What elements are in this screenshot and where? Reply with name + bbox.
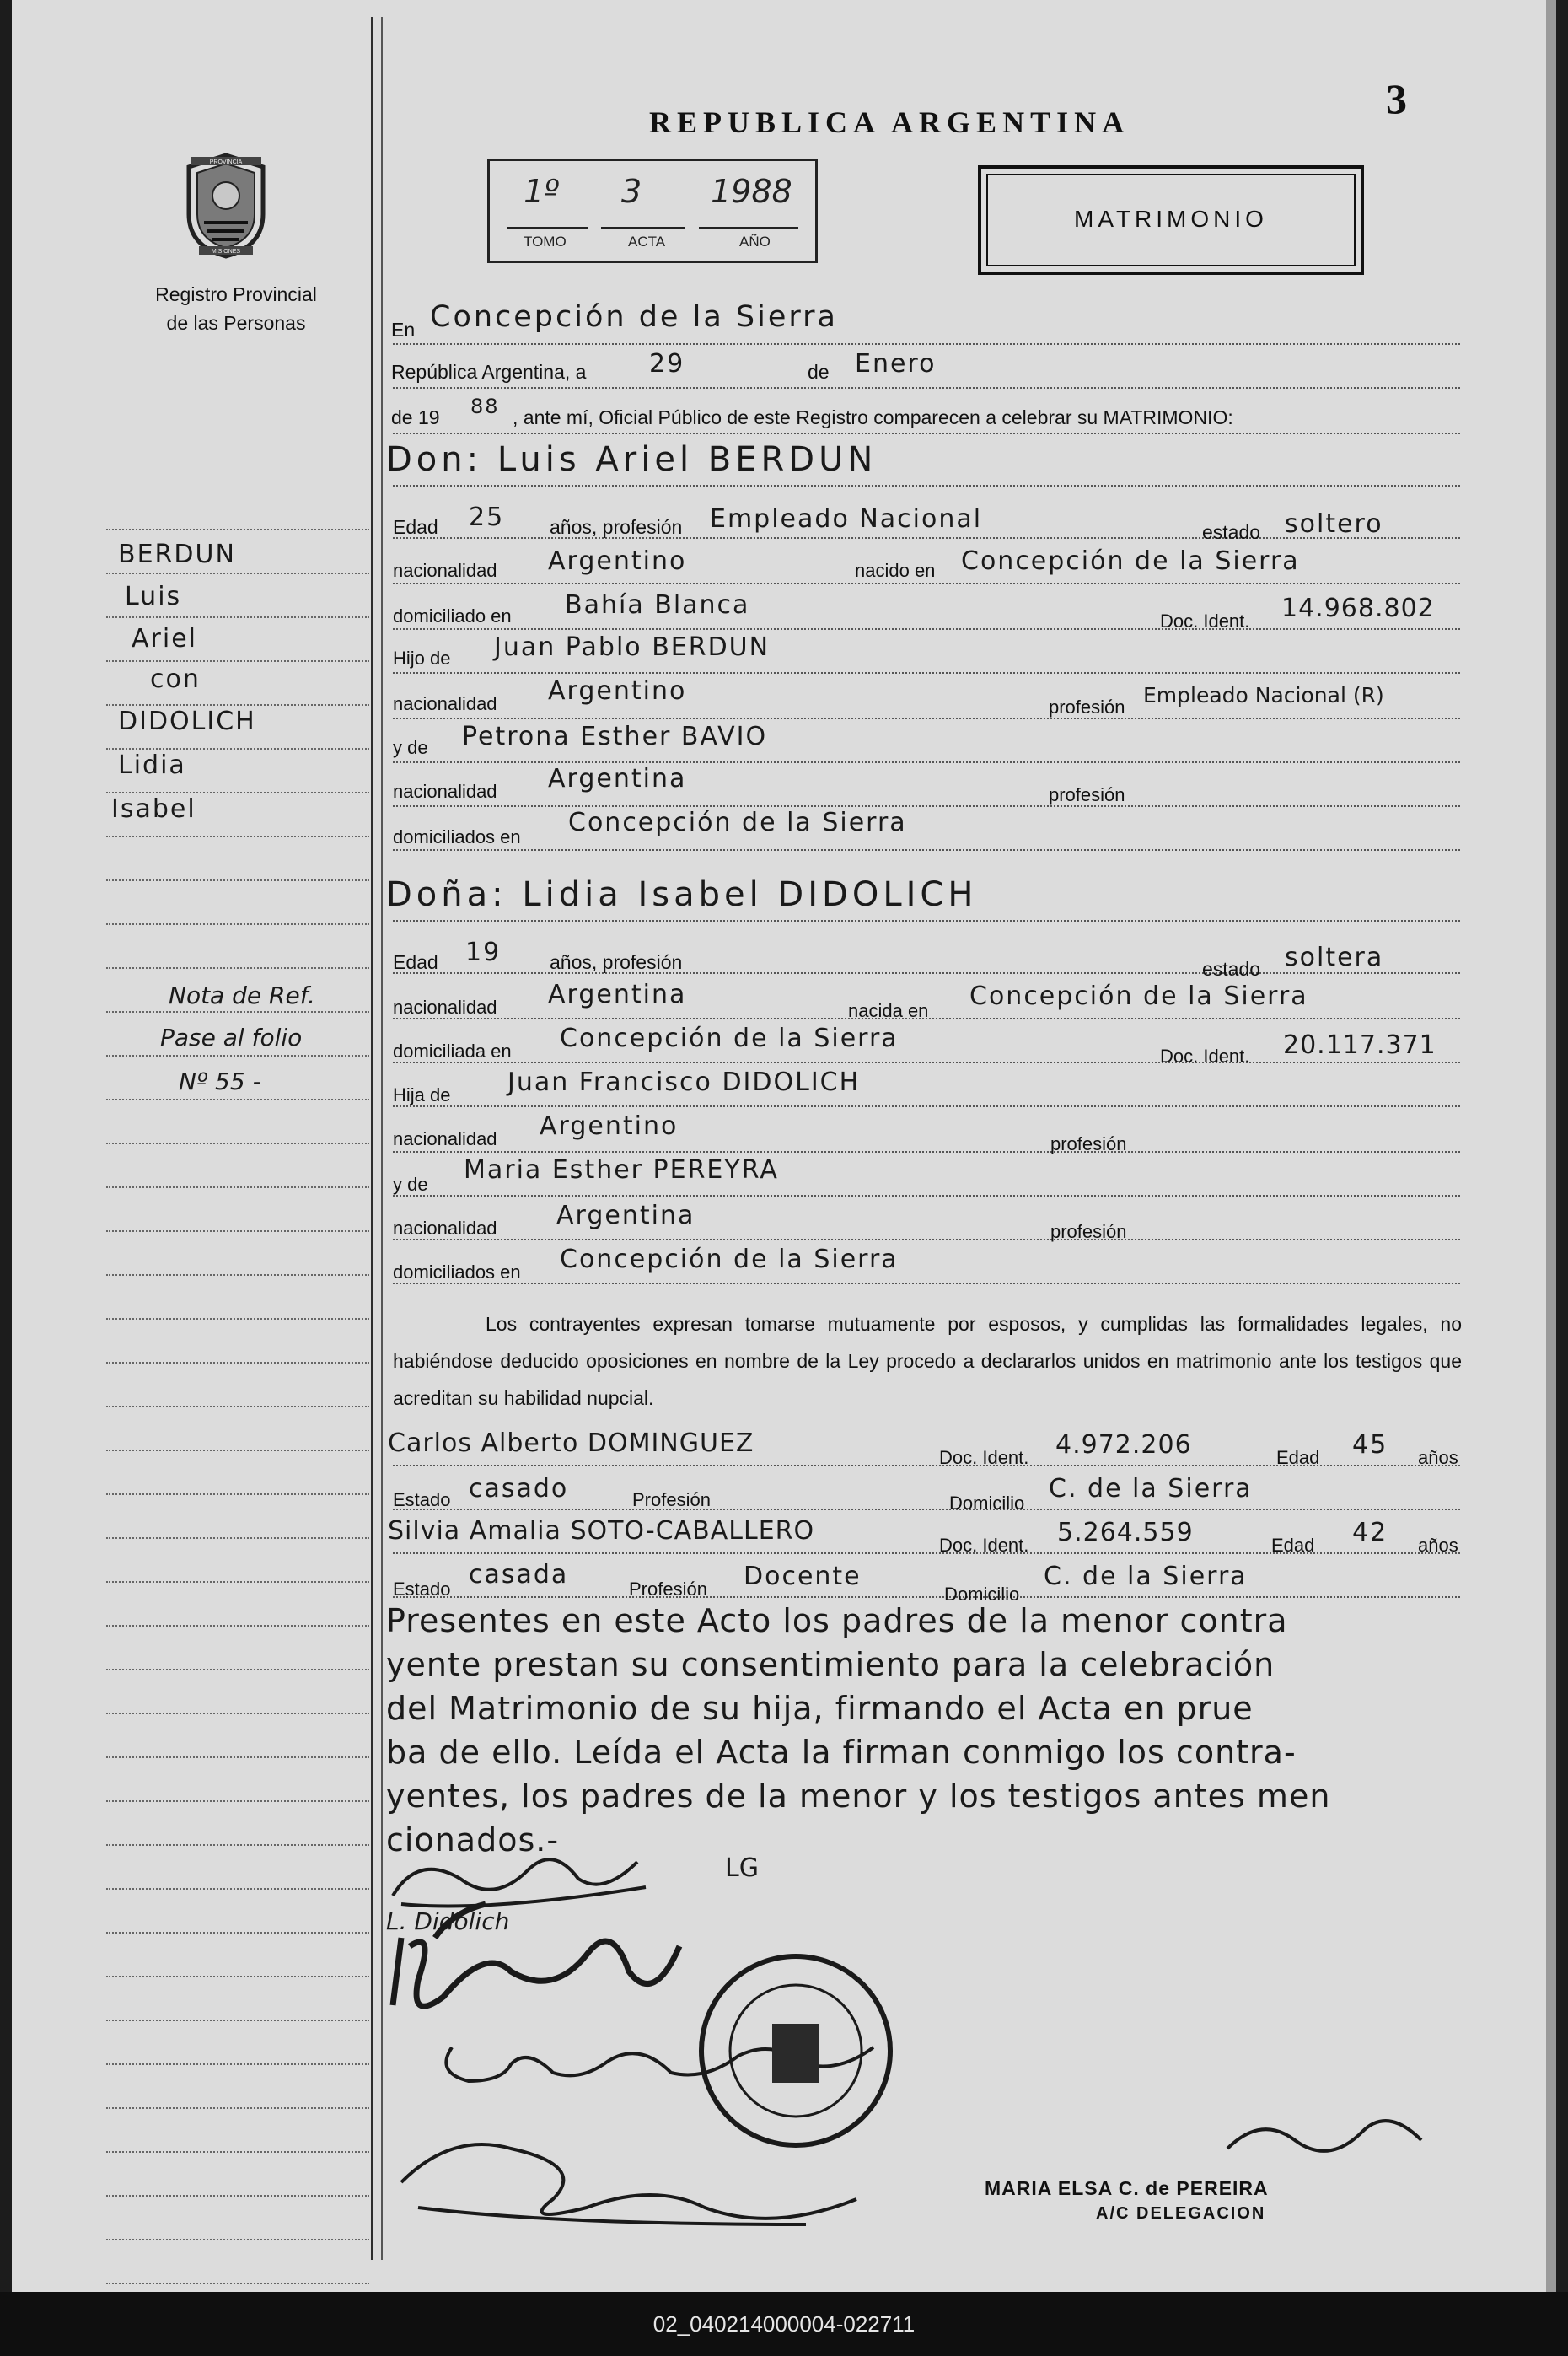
anio-line xyxy=(699,227,798,229)
image-id-footer: 02_040214000004-022711 xyxy=(0,2292,1568,2356)
registry-label: Registro Provincial de las Personas xyxy=(155,283,317,334)
groom-parents-dom: Concepción de la Sierra xyxy=(568,808,907,837)
margin-dotted-line xyxy=(106,1186,369,1188)
provincial-seal-icon xyxy=(179,152,273,260)
field-dotted-line xyxy=(393,1238,1460,1240)
witness-2-estado-label: Estado xyxy=(393,1579,451,1600)
groom-mother-nat-label: nacionalidad xyxy=(393,781,497,802)
field-dotted-line xyxy=(393,432,1460,434)
margin-rule xyxy=(371,17,373,2260)
groom-mother: Petrona Esther BAVIO xyxy=(462,722,768,751)
margin-dotted-line xyxy=(106,1317,369,1320)
bride-title: Doña: Lidia Isabel DIDOLICH xyxy=(386,875,978,914)
field-dotted-line xyxy=(393,386,1460,389)
field-dotted-line xyxy=(393,1061,1460,1063)
margin-dotted-line xyxy=(106,1668,369,1670)
witness-2-status: casada xyxy=(469,1560,569,1589)
margin-note: DIDOLICH xyxy=(118,707,256,736)
field-dotted-line xyxy=(393,582,1460,584)
de-label: de xyxy=(808,361,830,383)
bride-mother-nat: Argentina xyxy=(556,1201,695,1230)
bride-father-nat-label: nacionalidad xyxy=(393,1128,497,1149)
margin-dotted-line xyxy=(106,966,369,969)
margin-dotted-line xyxy=(106,1010,369,1013)
bride-nationality: Argentina xyxy=(548,980,687,1009)
margin-dotted-line xyxy=(106,1975,369,1977)
witness-2-doc: 5.264.559 xyxy=(1057,1518,1194,1547)
groom-prof-label: años, profesión xyxy=(550,516,683,538)
groom-yde-label: y de xyxy=(393,737,428,758)
reference-note-line: Nº 55 - xyxy=(179,1068,261,1095)
margin-dotted-line xyxy=(106,1887,369,1890)
groom-status: soltero xyxy=(1285,509,1383,539)
bride-yde-label: y de xyxy=(393,1174,428,1195)
narrative-line: cionados.- xyxy=(386,1821,560,1858)
groom-father-prof: Empleado Nacional (R) xyxy=(1143,683,1384,707)
margin-dotted-line xyxy=(106,1405,369,1407)
seal-caption-top: PROVINCIA xyxy=(209,159,243,165)
margin-note: Isabel xyxy=(111,794,196,824)
margin-rule-inner xyxy=(381,17,383,2260)
field-dotted-line xyxy=(393,1150,1460,1153)
groom-nationality: Argentino xyxy=(548,546,687,576)
groom-age: 25 xyxy=(469,503,505,532)
en-label: En xyxy=(391,319,416,341)
bride-mother-nat-label: nacionalidad xyxy=(393,1218,497,1239)
witness-2-name: Silvia Amalia SOTO-CABALLERO xyxy=(388,1516,815,1546)
margin-dotted-line xyxy=(106,879,369,881)
field-dotted-line xyxy=(393,1282,1460,1284)
field-dotted-line xyxy=(393,342,1460,345)
margin-dotted-line xyxy=(106,747,369,750)
bride-parents-dom-label: domiciliados en xyxy=(393,1261,521,1283)
record-type: MATRIMONIO xyxy=(1074,206,1268,232)
bride-mother: Maria Esther PEREYRA xyxy=(464,1155,779,1185)
field-dotted-line xyxy=(393,717,1460,719)
field-dotted-line xyxy=(393,484,1460,487)
witness-1-estado-label: Estado xyxy=(393,1489,451,1510)
witness-2-doc-label: Doc. Ident. xyxy=(939,1535,1029,1556)
margin-dotted-line xyxy=(106,1799,369,1802)
page-edge xyxy=(1546,0,1556,2292)
margin-dotted-line xyxy=(106,1756,369,1758)
groom-parents-dom-label: domiciliados en xyxy=(393,826,521,847)
field-dotted-line xyxy=(393,1595,1460,1598)
groom-profession: Empleado Nacional xyxy=(710,504,983,534)
margin-dotted-line xyxy=(106,2194,369,2197)
margin-dotted-line xyxy=(106,2238,369,2240)
anio-value: 1988 xyxy=(711,173,792,210)
officer-role: A/C DELEGACION xyxy=(1096,2204,1266,2223)
margin-dotted-line xyxy=(106,1712,369,1714)
margin-dotted-line xyxy=(106,791,369,793)
bride-age: 19 xyxy=(465,938,502,967)
bride-dom-label: domiciliada en xyxy=(393,1041,512,1062)
field-dotted-line xyxy=(393,761,1460,763)
groom-mother-prof-label: profesión xyxy=(1049,784,1125,805)
witness-2-domicile: C. de la Sierra xyxy=(1044,1562,1248,1591)
tomo-line xyxy=(507,227,588,229)
margin-dotted-line xyxy=(106,1536,369,1539)
bride-mother-prof-label: profesión xyxy=(1050,1221,1127,1242)
reference-note-line: Nota de Ref. xyxy=(169,982,315,1009)
margin-dotted-line xyxy=(106,703,369,706)
witness-2-anos-label: años xyxy=(1418,1535,1458,1556)
witness-2-age: 42 xyxy=(1352,1518,1388,1547)
groom-hijo-label: Hijo de xyxy=(393,648,451,669)
margin-dotted-line xyxy=(106,1843,369,1846)
acta-label: ACTA xyxy=(628,234,666,250)
margin-dotted-line xyxy=(106,1054,369,1057)
groom-dom-label: domiciliado en xyxy=(393,605,512,627)
margin-dotted-line xyxy=(106,922,369,925)
bride-father: Juan Francisco DIDOLICH xyxy=(507,1068,861,1097)
bride-nacido-label: nacida en xyxy=(848,1000,929,1021)
groom-domicile: Bahía Blanca xyxy=(565,590,750,620)
witness-2-dom-label: Domicilio xyxy=(944,1584,1020,1605)
margin-note: Lidia xyxy=(118,750,186,780)
witness-1-name: Carlos Alberto DOMINGUEZ xyxy=(388,1428,754,1458)
witness-2-edad-label: Edad xyxy=(1271,1535,1315,1556)
margin-dotted-line xyxy=(106,1273,369,1276)
margin-note: BERDUN xyxy=(118,540,236,569)
narrative-line: ba de ello. Leída el Acta la firman conmigo los contra- xyxy=(386,1734,1297,1771)
place-of-celebration: Concepción de la Sierra xyxy=(430,300,838,334)
margin-dotted-line xyxy=(106,1931,369,1934)
margin-note: Luis xyxy=(125,582,182,611)
witness-1-anos-label: años xyxy=(1418,1447,1458,1468)
margin-dotted-line xyxy=(106,2019,369,2021)
republica-label: República Argentina, a xyxy=(391,361,587,383)
narrative-line: Presentes en este Acto los padres de la menor contra xyxy=(386,1602,1288,1639)
bride-nat-label: nacionalidad xyxy=(393,997,497,1018)
month-value: Enero xyxy=(855,349,937,379)
margin-dotted-line xyxy=(106,1624,369,1627)
groom-mother-nat: Argentina xyxy=(548,764,687,793)
acta-line xyxy=(601,227,685,229)
margin-dotted-line xyxy=(106,2150,369,2153)
margin-dotted-line xyxy=(106,2282,369,2284)
margin-dotted-line xyxy=(106,572,369,574)
witness-2-prof-label: Profesión xyxy=(629,1579,707,1600)
groom-doc-label: Doc. Ident. xyxy=(1160,611,1250,632)
intro-statement: , ante mí, Oficial Público de este Registro comparecen a celebrar su MATRIMONIO: xyxy=(513,406,1233,428)
groom-doc: 14.968.802 xyxy=(1281,594,1435,623)
witness-1-doc-label: Doc. Ident. xyxy=(939,1447,1029,1468)
witness-1-doc: 4.972.206 xyxy=(1055,1430,1192,1460)
year-suffix: 88 xyxy=(470,395,500,418)
margin-note: con xyxy=(150,664,201,694)
narrative-line: del Matrimonio de su hija, firmando el Acta en prue xyxy=(386,1690,1254,1727)
field-dotted-line xyxy=(393,1508,1460,1510)
groom-estado-label: estado xyxy=(1202,521,1261,543)
signature-didolich: L. Didolich xyxy=(386,1907,510,1935)
groom-father-nat: Argentino xyxy=(548,676,687,706)
field-dotted-line xyxy=(393,848,1460,851)
witness-1-age: 45 xyxy=(1352,1430,1388,1460)
signatures-area xyxy=(384,1828,1480,2250)
margin-dotted-line xyxy=(106,1493,369,1495)
narrative-line: yentes, los padres de la menor y los testigos antes men xyxy=(386,1778,1331,1815)
margin-dotted-line xyxy=(106,528,369,530)
groom-edad-label: Edad xyxy=(393,516,438,538)
tomo-value: 1º xyxy=(524,173,560,210)
margin-dotted-line xyxy=(106,1449,369,1451)
groom-father-nat-label: nacionalidad xyxy=(393,693,497,714)
field-dotted-line xyxy=(393,919,1460,922)
bride-hija-label: Hija de xyxy=(393,1084,451,1105)
officer-name: MARIA ELSA C. de PEREIRA xyxy=(985,2177,1269,2199)
margin-dotted-line xyxy=(106,2106,369,2109)
anio-label: AÑO xyxy=(739,234,771,250)
field-dotted-line xyxy=(393,804,1460,807)
field-dotted-line xyxy=(393,1105,1460,1107)
seal-caption-bottom: MISIONES xyxy=(211,249,241,255)
groom-father: Juan Pablo BERDUN xyxy=(494,632,771,662)
margin-dotted-line xyxy=(106,659,369,662)
field-dotted-line xyxy=(393,1194,1460,1197)
margin-dotted-line xyxy=(106,1580,369,1583)
narrative-line: yente prestan su consentimiento para la celebración xyxy=(386,1646,1275,1683)
field-dotted-line xyxy=(393,671,1460,674)
declaration-text: Los contrayentes expresan tomarse mutuamente por esposos, y cumplidas las formalidades legales, no habiéndose deducido oposiciones en nombre de la Ley procedo a declararlos unidos en matrimonio ante los testigos que acreditan su habilidad nupcial. xyxy=(393,1313,1462,1409)
bride-domicile: Concepción de la Sierra xyxy=(560,1024,899,1053)
witness-1-domicile: C. de la Sierra xyxy=(1049,1474,1253,1503)
margin-note: Ariel xyxy=(132,624,197,654)
country-header: REPUBLICA ARGENTINA xyxy=(649,105,1130,139)
margin-dotted-line xyxy=(106,1229,369,1232)
volume-box xyxy=(487,159,818,263)
day-value: 29 xyxy=(649,349,685,379)
witness-1-dom-label: Domicilio xyxy=(949,1493,1025,1514)
bride-doc: 20.117.371 xyxy=(1283,1030,1436,1060)
margin-dotted-line xyxy=(106,2063,369,2065)
bride-doc-label: Doc. Ident. xyxy=(1160,1046,1250,1067)
margin-dotted-line xyxy=(106,1098,369,1100)
margin-dotted-line xyxy=(106,835,369,837)
page-number: 3 xyxy=(1386,75,1407,122)
margin-dotted-line xyxy=(106,1361,369,1364)
margin-dotted-line xyxy=(106,1142,369,1144)
witness-1-edad-label: Edad xyxy=(1276,1447,1320,1468)
year-prefix: de 19 xyxy=(391,406,440,428)
acta-value: 3 xyxy=(621,173,642,210)
reference-note-line: Pase al folio xyxy=(160,1024,303,1052)
bride-edad-label: Edad xyxy=(393,951,438,973)
groom-title: Don: Luis Ariel BERDUN xyxy=(386,440,878,479)
witness-1-status: casado xyxy=(469,1474,569,1503)
groom-nacido-label: nacido en xyxy=(855,560,936,581)
bride-birthplace: Concepción de la Sierra xyxy=(969,982,1308,1011)
field-dotted-line xyxy=(393,627,1460,630)
groom-birthplace: Concepción de la Sierra xyxy=(961,546,1300,576)
groom-nat-label: nacionalidad xyxy=(393,560,497,581)
groom-father-prof-label: profesión xyxy=(1049,697,1125,718)
bride-father-prof-label: profesión xyxy=(1050,1133,1127,1154)
margin-dotted-line xyxy=(106,616,369,618)
witness-1-prof-label: Profesión xyxy=(632,1489,711,1510)
tomo-label: TOMO xyxy=(524,234,567,250)
bride-father-nat: Argentino xyxy=(540,1111,679,1141)
bride-estado-label: estado xyxy=(1202,958,1261,980)
record-type-box xyxy=(978,165,1364,275)
official-stamp-icon xyxy=(695,1950,897,2152)
bride-prof-label: años, profesión xyxy=(550,951,683,973)
witness-2-profession: Docente xyxy=(744,1562,862,1591)
bride-status: soltera xyxy=(1285,943,1384,972)
bride-parents-dom: Concepción de la Sierra xyxy=(560,1245,899,1274)
signature-initials: LG xyxy=(725,1853,759,1883)
